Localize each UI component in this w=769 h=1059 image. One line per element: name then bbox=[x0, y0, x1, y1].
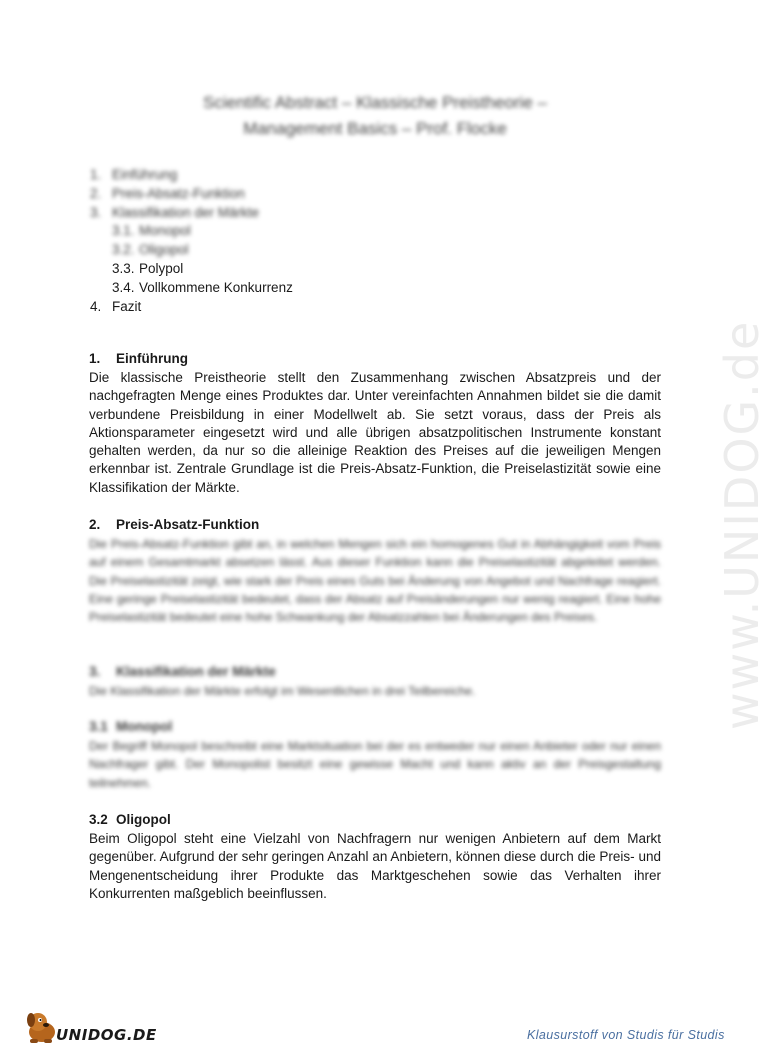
toc-item bbox=[90, 260, 690, 279]
title-line-2: Management Basics – Prof. Flocke bbox=[243, 119, 507, 138]
toc-item bbox=[90, 241, 690, 260]
section-einfuehrung bbox=[89, 350, 661, 497]
toc-item bbox=[90, 185, 690, 204]
section-preis-absatz-funktion bbox=[89, 516, 661, 626]
section-body: Beim Oligopol steht eine Vielzahl von Nachfragern nur wenigen Anbietern auf dem Markt gegenüber. Aufgrund der sehr geringen Anzahl an Anbietern, können diese durch die Preis- und Mengenentscheidung ihrer Produkte das Marktgeschehen sowie das Verhalten ihrer Konkurrenten maßgeblich beeinflussen. bbox=[89, 831, 661, 901]
toc-item-number: 3.4. bbox=[112, 279, 135, 295]
table-of-contents bbox=[90, 166, 690, 316]
section-body: Die klassische Preistheorie stellt den Zusammenhang zwischen Absatzpreis und der nachgefragten Menge eines Produktes dar. Unter vereinfachten Annahmen bildet sie die damit verbundene Preisbildung in einer Modellwelt ab. Sie setzt voraus, dass der Preis als Aktionsparameter eingesetzt wird und alle übrigen absatzpolitischen Instrumente konstant gehalten werden, da nur so die alleinige Reaktion des Preises auf die jeweiligen Mengen erkennbar ist. Zentrale Grundlage ist die Preis-Absatz-Funktion, die Preiselastizität sowie eine Klassifikation der Märkte. bbox=[89, 370, 661, 495]
watermark-text: www.UNIDOG.de bbox=[715, 319, 769, 730]
logo-text: UNIDOG.DE bbox=[56, 1026, 157, 1044]
section-body-blurred: Der Begriff Monopol beschreibt eine Marktsituation bei der es entweder nur einen Anbieter oder nur einen Nachfrager gibt. Der Monopolist besitzt eine gewisse Macht und kann aktiv an der Preisgestaltung teilnehmen. bbox=[89, 739, 661, 790]
toc-item-number: 3. bbox=[90, 204, 102, 220]
toc-item-label: Oligopol bbox=[139, 242, 189, 258]
section-oligopol bbox=[89, 811, 661, 903]
toc-item-number: 4. bbox=[90, 298, 102, 314]
toc-item-number: 3.2. bbox=[112, 242, 135, 258]
toc-item bbox=[90, 298, 690, 317]
toc-item-label: Klassifikation der Märkte bbox=[112, 204, 260, 220]
toc-item-label: Fazit bbox=[112, 298, 142, 314]
toc-item-number: 2. bbox=[90, 185, 102, 201]
section-heading: 2. Preis-Absatz-Funktion bbox=[89, 517, 260, 532]
section-heading: 3.2 Oligopol bbox=[89, 812, 171, 827]
toc-item bbox=[90, 222, 690, 241]
toc-item bbox=[90, 204, 690, 223]
unidog-logo bbox=[22, 1006, 162, 1046]
section-heading: 3. Klassifikation der Märkte bbox=[89, 664, 276, 679]
toc-item bbox=[90, 166, 690, 185]
section-body-blurred: Die Preis-Absatz-Funktion gibt an, in welchen Mengen sich ein homogenes Gut in Abhängigkeit vom Preis auf einem Gesamtmarkt absetzen lässt. Aus dieser Funktion kann die Preiselastizität abgeleitet werden. Die Preiselastizität zeigt, wie stark der Preis eines Guts bei Änderung von Angebot und Nachfrage reagiert. Eine geringe Preiselastizität bedeutet, dass der Absatz auf Preisänderungen nur wenig reagiert. Eine hohe Preiselastizität bedeutet eine hohe Schwankung der Absatzzahlen bei Änderungen des Preises. bbox=[89, 537, 661, 625]
toc-item-label: Preis-Absatz-Funktion bbox=[112, 185, 245, 201]
toc-item bbox=[90, 279, 690, 298]
document-title bbox=[0, 90, 750, 142]
toc-item-number: 1. bbox=[90, 167, 102, 182]
toc-item-label: Monopol bbox=[139, 223, 191, 239]
toc-item-number: 3.1. bbox=[112, 223, 135, 239]
toc-item-label: Vollkommene Konkurrenz bbox=[139, 279, 293, 295]
footer-tagline: Klausurstoff von Studis für Studis bbox=[527, 1028, 725, 1042]
toc-item-number: 3.3. bbox=[112, 260, 135, 276]
section-klassifikation bbox=[89, 663, 661, 700]
title-line-1: Scientific Abstract – Klassische Preistheorie – bbox=[203, 93, 547, 112]
toc-item-label: Einführung bbox=[112, 167, 178, 182]
section-monopol bbox=[89, 718, 661, 792]
toc-item-label: Polypol bbox=[139, 260, 184, 276]
section-heading: 1. Einführung bbox=[89, 351, 188, 366]
section-heading: 3.1 Monopol bbox=[89, 719, 173, 734]
section-body-blurred: Die Klassifikation der Märkte erfolgt im Wesentlichen in drei Teilbereiche. bbox=[89, 684, 476, 698]
